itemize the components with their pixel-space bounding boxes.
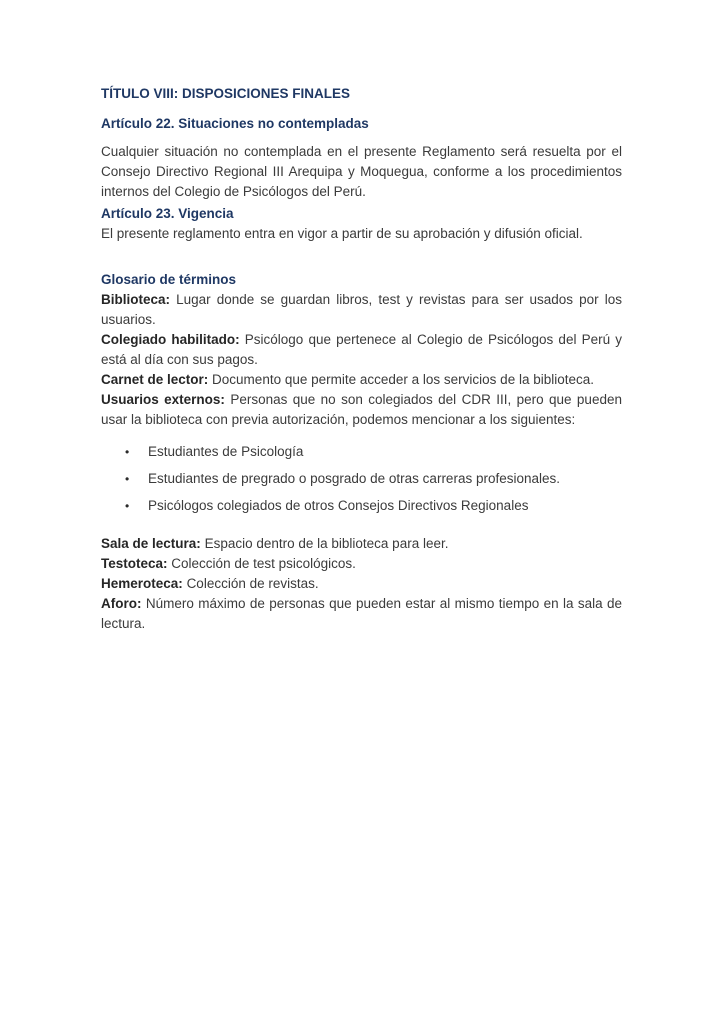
glossary-term: Sala de lectura: bbox=[101, 536, 201, 551]
glossary-term: Usuarios externos: bbox=[101, 392, 225, 407]
list-item bbox=[101, 442, 622, 462]
article-22-heading: Artículo 22. Situaciones no contempladas bbox=[101, 116, 369, 131]
glossary-definition: Documento que permite acceder a los servicios de la biblioteca. bbox=[212, 372, 594, 387]
glossary-entry-colegiado-habilitado bbox=[101, 330, 622, 370]
article-23-body: El presente reglamento entra en vigor a partir de su aprobación y difusión oficial. bbox=[101, 226, 583, 241]
glossary-heading: Glosario de términos bbox=[101, 272, 237, 287]
glossary-definition: Personas que no son colegiados del CDR III, pero que pueden usar la biblioteca con previa autorización, podemos mencionar a los siguientes: bbox=[101, 392, 622, 427]
glossary-entry-usuarios-externos bbox=[101, 390, 622, 430]
glossary-entry-hemeroteca bbox=[101, 574, 622, 594]
glossary-definition: Espacio dentro de la biblioteca para leer. bbox=[204, 536, 449, 551]
glossary-definition: Colección de revistas. bbox=[186, 576, 319, 591]
article-22-body: Cualquier situación no contemplada en el presente Reglamento será resuelta por el Consejo Directivo Regional III Arequipa y Moquegua, conforme a los procedimientos internos del Colegio de Psicólogos del Perú. bbox=[101, 144, 622, 199]
glossary-definition: Número máximo de personas que pueden estar al mismo tiempo en la sala de lectura. bbox=[101, 596, 622, 631]
article-23-heading: Artículo 23. Vigencia bbox=[101, 206, 234, 221]
list-item-label: Estudiantes de pregrado o posgrado de otras carreras profesionales. bbox=[148, 471, 561, 486]
glossary-term: Aforo: bbox=[101, 596, 142, 611]
glossary-entry-biblioteca bbox=[101, 290, 622, 330]
external-users-list bbox=[101, 442, 622, 516]
glossary-term: Testoteca: bbox=[101, 556, 168, 571]
glossary-term: Carnet de lector: bbox=[101, 372, 209, 387]
glossary-entry-testoteca bbox=[101, 554, 622, 574]
glossary-term: Biblioteca: bbox=[101, 292, 171, 307]
glossary-entry-aforo bbox=[101, 594, 622, 634]
glossary-definition: Psicólogo que pertenece al Colegio de Psicólogos del Perú y está al día con sus pagos. bbox=[101, 332, 622, 367]
bullet-icon: • bbox=[125, 445, 130, 459]
glossary-definition: Lugar donde se guardan libros, test y revistas para ser usados por los usuarios. bbox=[101, 292, 622, 327]
list-item-label: Estudiantes de Psicología bbox=[148, 444, 304, 459]
glossary-entry-sala-de-lectura bbox=[101, 534, 622, 554]
glossary-definition: Colección de test psicológicos. bbox=[171, 556, 356, 571]
list-item bbox=[101, 469, 622, 489]
page-title: TÍTULO VIII: DISPOSICIONES FINALES bbox=[101, 86, 351, 101]
bullet-icon: • bbox=[125, 472, 130, 486]
bullet-icon: • bbox=[125, 499, 130, 513]
list-item-label: Psicólogos colegiados de otros Consejos Directivos Regionales bbox=[148, 498, 529, 513]
glossary-term: Colegiado habilitado: bbox=[101, 332, 240, 347]
glossary-term: Hemeroteca: bbox=[101, 576, 183, 591]
list-item bbox=[101, 496, 622, 516]
glossary-entry-carnet-de-lector bbox=[101, 370, 622, 390]
